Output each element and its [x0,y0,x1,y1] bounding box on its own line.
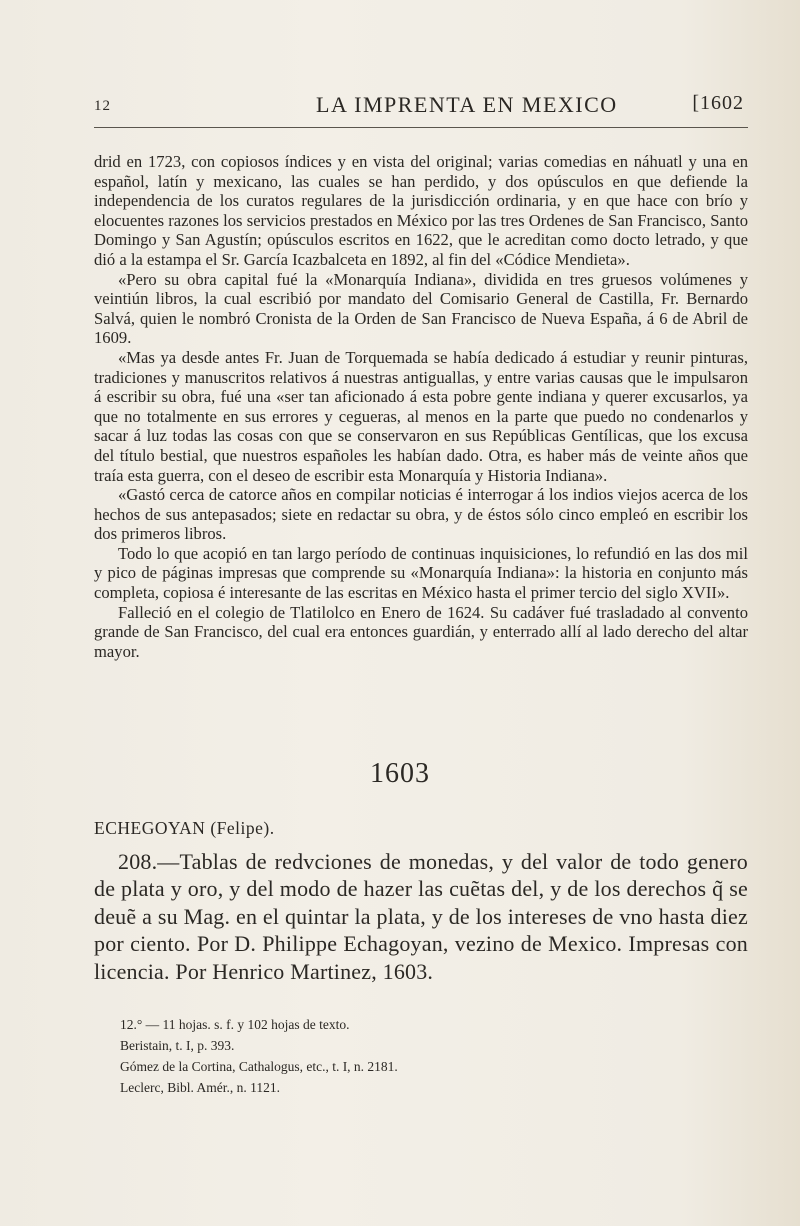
paragraph: «Gastó cerca de catorce años en compilar noticias é interrogar á los indios viejos acerca de los hechos de sus antepasados; siete en redactar su obra, y de éstos sólo cinco empleó en escribir los dos primeros libros. [94,485,748,544]
body-text [94,152,748,661]
paragraph: «Mas ya desde antes Fr. Juan de Torquemada se había dedicado á estudiar y reunir pinturas, tradiciones y manuscritos relativos á nuestras antiguallas, y entre varias causas que le impulsaron á escribir su obra, fué una «ser tan aficionado á esta pobre gente indiana y querer excusarlos, ya que no totalmente en sus errores y cegueras, al menos en la parte que puedo no condenarlos y sacar á luz todas las cosas con que se conservaron en sus Repúblicas Gentílicas, que los excusa del título bestial, que nuestros españoles les habían dado. Otra, es haber más de veinte años que traía esta guerra, con el deseo de escribir esta Monarquía y Historia Indiana». [94,347,748,485]
paragraph: drid en 1723, con copiosos índices y en vista del original; varias comedias en náhuatl y una en español, latín y mexicano, las cuales se han perdido, y dos opúsculos en que defiende la independencia de los curatos regulares de la jurisdicción ordinaria, y en que hace con brío y elocuentes razones los servicios prestados en México por las tres Ordenes de San Francisco, Santo Domingo y San Agustín; opúsculos escritos en 1622, que le acreditan como docto letrado, y que dió a la estampa el Sr. García Icazbalceta en 1892, al fin del «Códice Mendieta». [94,152,748,269]
header-rule [94,127,748,128]
note-line: Gómez de la Cortina, Cathalogus, etc., t. I, n. 2181. [120,1059,398,1074]
author-heading: ECHEGOYAN (Felipe). [94,818,275,838]
entry-title: 208.—Tablas de redvciones de monedas, y del valor de todo genero de plata y oro, y del modo de hazer las cuẽtas del, y de los derechos q̃ se deuẽ a su Mag. en el quintar la plata, y de los intereses de vno hasta diez por ciento. Por D. Philippe Echagoyan, vezino de Mexico. Impresas con licencia. Por Henrico Martinez, 1603. [94,849,748,984]
note-line: Leclerc, Bibl. Amér., n. 1121. [120,1080,280,1095]
running-head: LA IMPRENTA EN MEXICO [316,92,618,117]
paragraph: «Pero su obra capital fué la «Monarquía Indiana», dividida en tres gruesos volúmenes y veintiún libros, la cual escribió por mandato del Comisario General de Castilla, Fr. Bernardo Salvá, quien le nombró Cronista de la Orden de San Francisco de Nueva España, á 6 de Abril de 1609. [94,269,748,348]
paragraph: Todo lo que acopió en tan largo período de continuas inquisiciones, lo refundió en las dos mil y pico de páginas impresas que comprende su «Monarquía Indiana»: la historia en conjunto más completa, copiosa é interesante de las escritas en México hasta el primer tercio del siglo XVII». [94,543,748,603]
note-line: Beristain, t. I, p. 393. [120,1038,235,1053]
note-line: 12.° — 11 hojas. s. f. y 102 hojas de texto. [120,1017,350,1032]
bibliographic-notes [94,1014,748,1098]
page-number: 12 [94,98,111,114]
paragraph: Falleció en el colegio de Tlatilolco en Enero de 1624. Su cadáver fué trasladado al convento grande de San Francisco, del cual era entonces guardián, y enterrado allí al lado derecho del altar mayor. [94,602,748,661]
page-header [94,92,744,122]
year-heading: 1603 [370,758,430,789]
year-range: [1602 [692,92,744,114]
